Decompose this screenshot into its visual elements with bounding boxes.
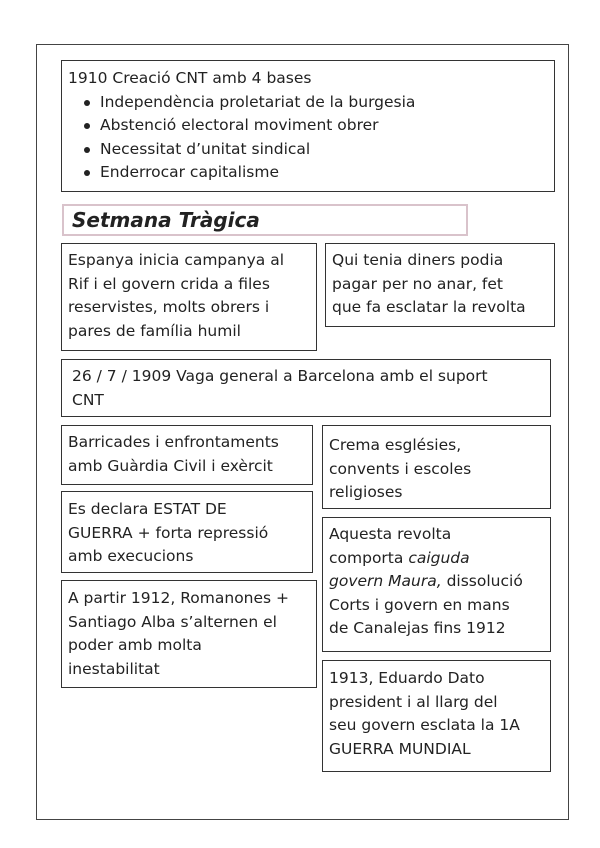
state-of-war-box: Es declara ESTAT DE GUERRA + forta repressió amb execucions <box>61 491 313 573</box>
money-exemption-box: Qui tenia diners podia pagar per no anar, fet que fa esclatar la revolta <box>325 243 555 327</box>
bullet-item: Enderrocar capitalisme <box>68 161 548 185</box>
revolt-line-2: comporta caiguda <box>329 548 470 567</box>
rif-campaign-box: Espanya inicia campanya al Rif i el govern crida a files reservistes, molts obrers i pares de família humil <box>61 243 317 351</box>
eduardo-dato-box: 1913, Eduardo Dato president i al llarg del seu govern esclata la 1A GUERRA MUNDIAL <box>322 660 551 772</box>
bullet-dot-icon <box>84 170 90 176</box>
revolt-consequences-box: Aquesta revolta comporta caiguda govern Maura, dissolució Corts i govern en mans de Canalejas fins 1912 <box>322 517 551 652</box>
church-burning-box: Crema esglésies, convents i escoles religioses <box>322 425 551 509</box>
bullet-dot-icon <box>84 123 90 129</box>
general-strike-box: 26 / 7 / 1909 Vaga general a Barcelona amb el suport CNT <box>61 359 551 417</box>
bullet-item: Abstenció electoral moviment obrer <box>68 114 548 138</box>
cnt-bullet-list <box>68 91 548 185</box>
bullet-dot-icon <box>84 100 90 106</box>
revolt-line-3: govern Maura, dissolució <box>329 572 523 590</box>
cnt-bases-box <box>61 60 555 192</box>
bullet-dot-icon <box>84 147 90 153</box>
romanones-alba-box: A partir 1912, Romanones + Santiago Alba s’alternen el poder amb molta inestabilitat <box>61 580 317 688</box>
bullet-item: Necessitat d’unitat sindical <box>68 138 548 162</box>
section-title: Setmana Tràgica <box>62 204 468 236</box>
bullet-item: Independència proletariat de la burgesia <box>68 91 548 115</box>
cnt-heading: 1910 Creació CNT amb 4 bases <box>68 69 312 87</box>
barricades-box: Barricades i enfrontaments amb Guàrdia Civil i exèrcit <box>61 425 313 485</box>
